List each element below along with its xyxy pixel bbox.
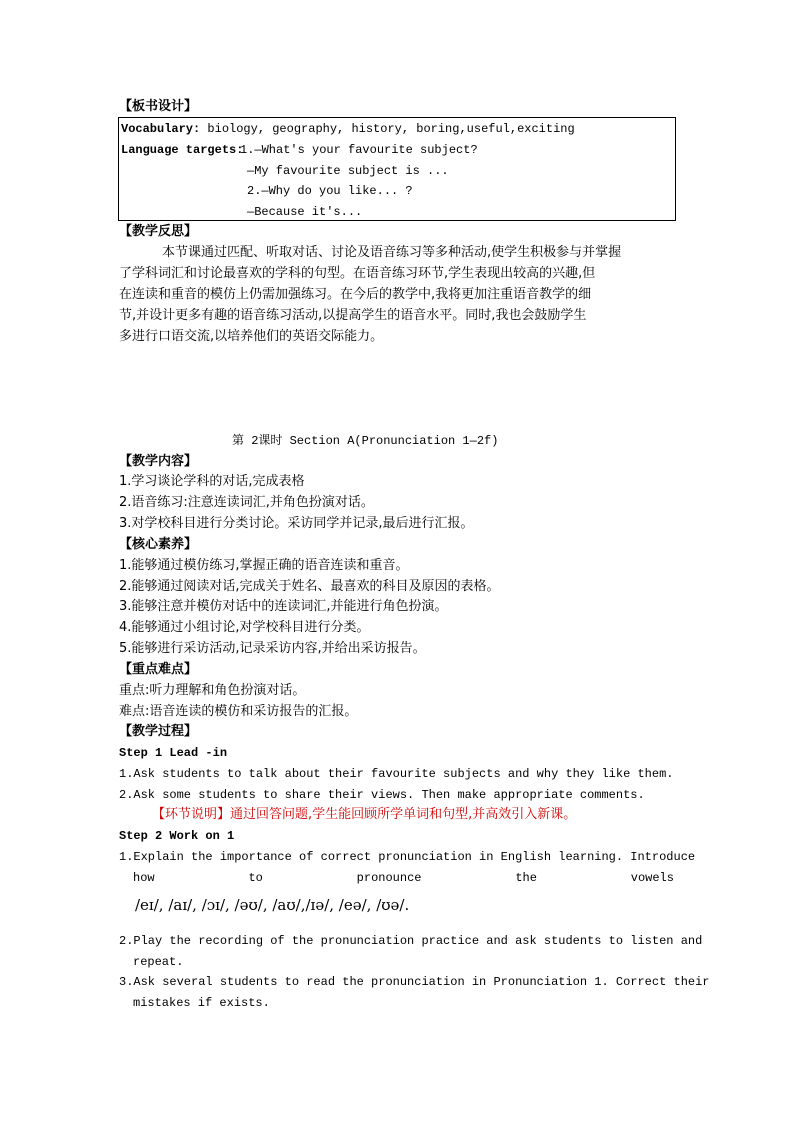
- note-text: 通过回答问题,学生能回顾所学单词和句型,并高效引入新课。: [230, 807, 577, 822]
- step2-item: 2.Play the recording of the pronunciation practice and ask students to listen and: [119, 934, 703, 948]
- key-item: 难点:语音连读的模仿和采访报告的汇报。: [119, 704, 358, 719]
- step2-item-cont: repeat.: [133, 955, 184, 969]
- step2-item-cont: mistakes if exists.: [133, 996, 270, 1010]
- core-item: 3.能够注意并模仿对话中的连读词汇,并能进行角色扮演。: [119, 599, 448, 614]
- process-heading: 【教学过程】: [119, 724, 198, 739]
- vocabulary-label: Vocabulary:: [121, 122, 201, 136]
- step2-title: Step 2 Work on 1: [119, 829, 235, 843]
- board-design-box: [118, 117, 676, 221]
- content-item: 3.对学校科目进行分类讨论。采访同学并记录,最后进行汇报。: [119, 516, 474, 531]
- reflection-line: 节,并设计更多有趣的语音练习活动,以提高学生的语音水平。同时,我也会鼓励学生: [119, 308, 587, 323]
- reflection-line: 了学科词汇和讨论最喜欢的学科的句型。在语音练习环节,学生表现出较高的兴趣,但: [119, 266, 596, 281]
- board-design-heading: 【板书设计】: [119, 99, 198, 114]
- vocabulary-words: biology, geography, history, boring,useful,exciting: [207, 122, 575, 136]
- step1-item: 2.Ask some students to share their views. Then make appropriate comments.: [119, 788, 645, 802]
- reflection-heading: 【教学反思】: [119, 224, 198, 239]
- core-item: 4.能够通过小组讨论,对学校科目进行分类。: [119, 620, 370, 635]
- content-heading: 【教学内容】: [119, 454, 198, 469]
- key-item: 重点:听力理解和角色扮演对话。: [119, 683, 306, 698]
- word: how: [133, 871, 155, 885]
- content-item: 1.学习谈论学科的对话,完成表格: [119, 474, 305, 489]
- reflection-line: 在连读和重音的模仿上仍需加强练习。在今后的教学中,我将更加注重语音教学的细: [119, 287, 592, 302]
- key-heading: 【重点难点】: [119, 662, 198, 677]
- target-line-4: —Because it's...: [247, 205, 363, 219]
- lesson-title: 第 2课时 Section A(Pronunciation 1—2f): [232, 434, 499, 448]
- step2-item: 3.Ask several students to read the pronunciation in Pronunciation 1. Correct their: [119, 975, 710, 989]
- step2-item: 1.Explain the importance of correct pronunciation in English learning. Introduce: [119, 850, 696, 864]
- content-item: 2.语音练习:注意连读词汇,并角色扮演对话。: [119, 495, 374, 510]
- core-heading: 【核心素养】: [119, 537, 198, 552]
- target-line-3: 2.—Why do you like... ?: [247, 184, 413, 198]
- target-line-1: 1.—What's your favourite subject?: [240, 143, 478, 157]
- core-item: 1.能够通过模仿练习,掌握正确的语音连读和重音。: [119, 558, 409, 573]
- note-label: 【环节说明】: [152, 807, 231, 822]
- reflection-line: 本节课通过匹配、听取对话、讨论及语音练习等多种活动,使学生积极参与并掌握: [162, 245, 622, 260]
- vocabulary-line: [121, 119, 575, 139]
- language-targets-label: Language targets:: [121, 143, 244, 157]
- step1-title: Step 1 Lead -in: [119, 746, 228, 760]
- word: the: [515, 871, 537, 885]
- word: to: [248, 871, 263, 885]
- section-note: [152, 805, 576, 825]
- word: pronounce: [356, 871, 422, 885]
- core-item: 2.能够通过阅读对话,完成关于姓名、最喜欢的科目及原因的表格。: [119, 579, 500, 594]
- step1-item: 1.Ask students to talk about their favourite subjects and why they like them.: [119, 767, 674, 781]
- vowel-symbols: /eɪ/, /aɪ/, /ɔɪ/, /əʊ/, /aʊ/,/ɪə/, /eə/, /ʊə/.: [135, 896, 410, 914]
- reflection-line: 多进行口语交流,以培养他们的英语交际能力。: [119, 329, 384, 344]
- word: vowels: [630, 871, 674, 885]
- target-line-2: —My favourite subject is ...: [247, 164, 449, 178]
- core-item: 5.能够进行采访活动,记录采访内容,并给出采访报告。: [119, 641, 426, 656]
- step2-item-justified: [133, 868, 674, 888]
